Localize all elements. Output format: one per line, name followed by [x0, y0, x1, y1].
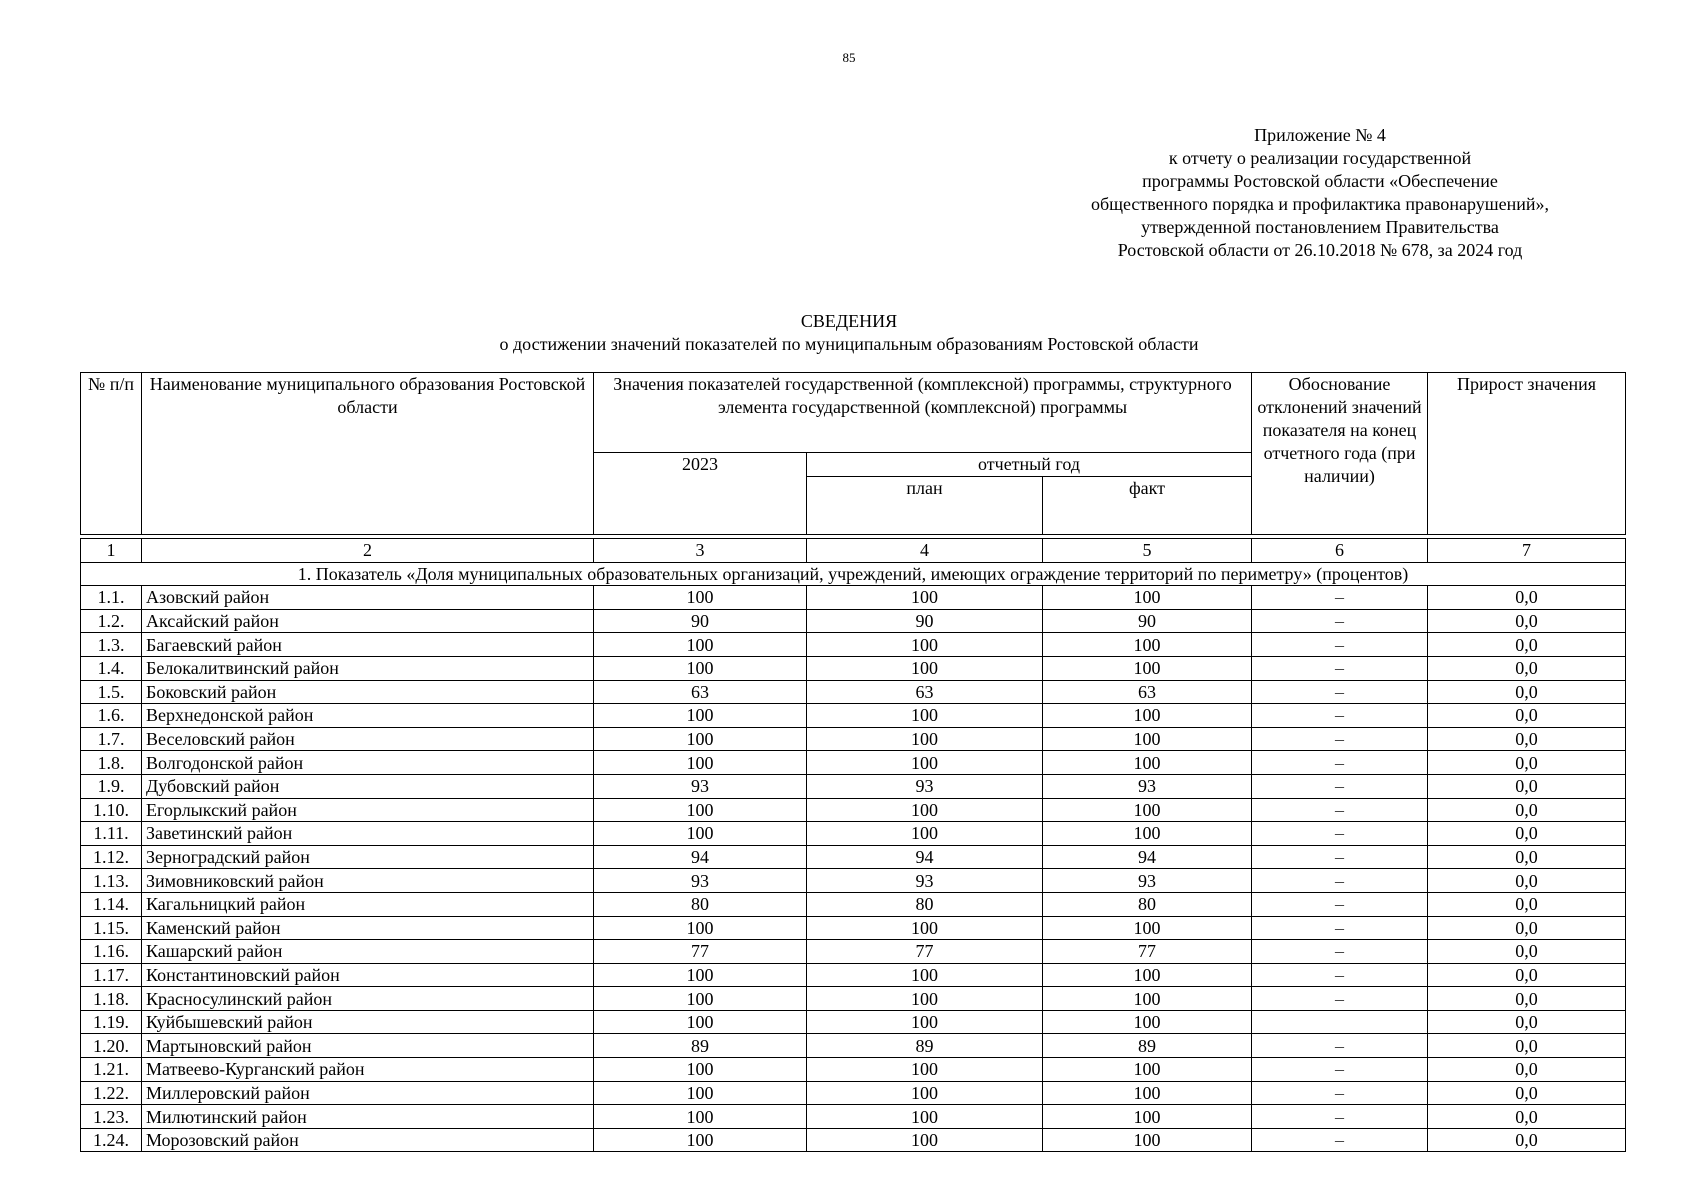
value-fact: 100: [1043, 1010, 1252, 1034]
value-2023: 100: [594, 916, 807, 940]
deviation-justification: –: [1252, 656, 1428, 680]
deviation-justification: –: [1252, 1105, 1428, 1129]
appendix-line: программы Ростовской области «Обеспечение: [1142, 171, 1498, 191]
value-plan: 100: [807, 586, 1043, 610]
district-name: Азовский район: [142, 586, 594, 610]
deviation-justification: –: [1252, 845, 1428, 869]
table-row: [81, 940, 1626, 964]
row-number: 1.4.: [81, 656, 142, 680]
value-growth: 0,0: [1428, 656, 1626, 680]
column-number: 2: [142, 539, 594, 563]
value-2023: 100: [594, 751, 807, 775]
header-year-prev: 2023: [594, 453, 807, 535]
value-growth: 0,0: [1428, 916, 1626, 940]
table-row: [81, 987, 1626, 1011]
value-2023: 100: [594, 727, 807, 751]
section-row: [81, 562, 1626, 586]
deviation-justification: –: [1252, 774, 1428, 798]
deviation-justification: –: [1252, 727, 1428, 751]
value-plan: 100: [807, 1105, 1043, 1129]
table-row: [81, 1058, 1626, 1082]
value-plan: 93: [807, 869, 1043, 893]
row-number: 1.5.: [81, 680, 142, 704]
value-2023: 90: [594, 609, 807, 633]
value-fact: 93: [1043, 774, 1252, 798]
deviation-justification: –: [1252, 869, 1428, 893]
value-fact: 100: [1043, 586, 1252, 610]
value-fact: 100: [1043, 1081, 1252, 1105]
table-row: [81, 1010, 1626, 1034]
value-2023: 89: [594, 1034, 807, 1058]
table-row: [81, 892, 1626, 916]
district-name: Аксайский район: [142, 609, 594, 633]
deviation-justification: –: [1252, 704, 1428, 728]
table-header: [80, 372, 1626, 535]
table-row: [81, 656, 1626, 680]
row-number: 1.1.: [81, 586, 142, 610]
district-name: Куйбышевский район: [142, 1010, 594, 1034]
value-fact: 100: [1043, 656, 1252, 680]
row-number: 1.12.: [81, 845, 142, 869]
value-plan: 100: [807, 751, 1043, 775]
column-number: 1: [81, 539, 142, 563]
value-plan: 93: [807, 774, 1043, 798]
row-number: 1.19.: [81, 1010, 142, 1034]
value-2023: 100: [594, 1010, 807, 1034]
district-name: Волгодонской район: [142, 751, 594, 775]
table-body: [81, 539, 1626, 1152]
value-plan: 100: [807, 656, 1043, 680]
value-fact: 100: [1043, 822, 1252, 846]
table-row: [81, 586, 1626, 610]
value-growth: 0,0: [1428, 987, 1626, 1011]
district-name: Кагальницкий район: [142, 892, 594, 916]
value-2023: 100: [594, 987, 807, 1011]
deviation-justification: –: [1252, 633, 1428, 657]
deviation-justification: –: [1252, 822, 1428, 846]
header-values-group: Значения показателей государственной (комплексной) программы, структурного элемента государственной (комплексной) программы: [594, 373, 1252, 453]
value-2023: 100: [594, 1128, 807, 1152]
table-row: [81, 751, 1626, 775]
value-growth: 0,0: [1428, 845, 1626, 869]
page-number: 85: [842, 50, 856, 65]
value-fact: 90: [1043, 609, 1252, 633]
value-fact: 100: [1043, 704, 1252, 728]
value-2023: 93: [594, 774, 807, 798]
table-row: [81, 869, 1626, 893]
deviation-justification: –: [1252, 916, 1428, 940]
district-name: Егорлыкский район: [142, 798, 594, 822]
value-plan: 89: [807, 1034, 1043, 1058]
value-2023: 100: [594, 704, 807, 728]
row-number: 1.22.: [81, 1081, 142, 1105]
value-2023: 100: [594, 963, 807, 987]
value-2023: 100: [594, 1081, 807, 1105]
district-name: Дубовский район: [142, 774, 594, 798]
value-growth: 0,0: [1428, 1128, 1626, 1152]
value-fact: 89: [1043, 1034, 1252, 1058]
value-plan: 100: [807, 633, 1043, 657]
value-plan: 100: [807, 798, 1043, 822]
value-2023: 100: [594, 1058, 807, 1082]
deviation-justification: –: [1252, 586, 1428, 610]
value-fact: 77: [1043, 940, 1252, 964]
deviation-justification: –: [1252, 892, 1428, 916]
row-number: 1.6.: [81, 704, 142, 728]
value-growth: 0,0: [1428, 1105, 1626, 1129]
appendix-line: Приложение № 4: [1254, 125, 1386, 145]
value-growth: 0,0: [1428, 1034, 1626, 1058]
table-row: [81, 1034, 1626, 1058]
appendix-note: [1090, 124, 1550, 262]
value-growth: 0,0: [1428, 727, 1626, 751]
value-plan: 80: [807, 892, 1043, 916]
deviation-justification: –: [1252, 1058, 1428, 1082]
district-name: Боковский район: [142, 680, 594, 704]
header-report-year: отчетный год: [807, 453, 1252, 477]
deviation-justification: [1252, 1010, 1428, 1034]
value-plan: 100: [807, 1128, 1043, 1152]
table-row: [81, 633, 1626, 657]
appendix-line: общественного порядка и профилактика правонарушений»,: [1090, 194, 1550, 214]
row-number: 1.20.: [81, 1034, 142, 1058]
value-fact: 63: [1043, 680, 1252, 704]
deviation-justification: –: [1252, 609, 1428, 633]
row-number: 1.15.: [81, 916, 142, 940]
value-2023: 100: [594, 798, 807, 822]
value-growth: 0,0: [1428, 1058, 1626, 1082]
district-name: Заветинский район: [142, 822, 594, 846]
row-number: 1.16.: [81, 940, 142, 964]
district-name: Зимовниковский район: [142, 869, 594, 893]
column-number: 3: [594, 539, 807, 563]
value-plan: 100: [807, 727, 1043, 751]
column-number: 6: [1252, 539, 1428, 563]
value-growth: 0,0: [1428, 892, 1626, 916]
value-2023: 100: [594, 1105, 807, 1129]
value-growth: 0,0: [1428, 940, 1626, 964]
value-growth: 0,0: [1428, 680, 1626, 704]
value-growth: 0,0: [1428, 609, 1626, 633]
value-growth: 0,0: [1428, 822, 1626, 846]
row-number: 1.14.: [81, 892, 142, 916]
value-plan: 100: [807, 916, 1043, 940]
header-fact: факт: [1043, 477, 1252, 535]
header-plan: план: [807, 477, 1043, 535]
column-number: 7: [1428, 539, 1626, 563]
district-name: Белокалитвинский район: [142, 656, 594, 680]
value-2023: 94: [594, 845, 807, 869]
deviation-justification: –: [1252, 680, 1428, 704]
appendix-line: к отчету о реализации государственной: [1168, 148, 1472, 168]
district-name: Константиновский район: [142, 963, 594, 987]
district-name: Каменский район: [142, 916, 594, 940]
deviation-justification: –: [1252, 987, 1428, 1011]
value-fact: 100: [1043, 1128, 1252, 1152]
table-row: [81, 1081, 1626, 1105]
value-plan: 100: [807, 1081, 1043, 1105]
document-subtitle: о достижении значений показателей по муниципальным образованиям Ростовской области: [499, 334, 1199, 354]
row-number: 1.8.: [81, 751, 142, 775]
value-growth: 0,0: [1428, 1010, 1626, 1034]
value-2023: 63: [594, 680, 807, 704]
district-name: Красносулинский район: [142, 987, 594, 1011]
value-2023: 80: [594, 892, 807, 916]
district-name: Веселовский район: [142, 727, 594, 751]
value-fact: 100: [1043, 633, 1252, 657]
value-2023: 100: [594, 633, 807, 657]
deviation-justification: –: [1252, 798, 1428, 822]
value-fact: 100: [1043, 798, 1252, 822]
row-number: 1.11.: [81, 822, 142, 846]
value-fact: 93: [1043, 869, 1252, 893]
value-plan: 63: [807, 680, 1043, 704]
district-name: Мартыновский район: [142, 1034, 594, 1058]
row-number: 1.17.: [81, 963, 142, 987]
deviation-justification: –: [1252, 1081, 1428, 1105]
header-growth: Прирост значения: [1428, 373, 1626, 535]
value-growth: 0,0: [1428, 704, 1626, 728]
value-plan: 100: [807, 1058, 1043, 1082]
row-number: 1.7.: [81, 727, 142, 751]
deviation-justification: –: [1252, 751, 1428, 775]
table-row: [81, 1105, 1626, 1129]
appendix-line: утвержденной постановлением Правительства: [1141, 217, 1499, 237]
value-2023: 100: [594, 822, 807, 846]
value-growth: 0,0: [1428, 633, 1626, 657]
row-number: 1.24.: [81, 1128, 142, 1152]
value-growth: 0,0: [1428, 798, 1626, 822]
district-name: Миллеровский район: [142, 1081, 594, 1105]
value-plan: 77: [807, 940, 1043, 964]
value-growth: 0,0: [1428, 586, 1626, 610]
value-2023: 93: [594, 869, 807, 893]
district-name: Верхнедонской район: [142, 704, 594, 728]
value-growth: 0,0: [1428, 869, 1626, 893]
row-number: 1.10.: [81, 798, 142, 822]
row-number: 1.21.: [81, 1058, 142, 1082]
district-name: Матвеево-Курганский район: [142, 1058, 594, 1082]
table-row: [81, 609, 1626, 633]
row-number: 1.9.: [81, 774, 142, 798]
value-plan: 100: [807, 1010, 1043, 1034]
district-name: Морозовский район: [142, 1128, 594, 1152]
value-fact: 100: [1043, 1058, 1252, 1082]
district-name: Кашарский район: [142, 940, 594, 964]
row-number: 1.23.: [81, 1105, 142, 1129]
value-growth: 0,0: [1428, 774, 1626, 798]
district-name: Багаевский район: [142, 633, 594, 657]
deviation-justification: –: [1252, 1034, 1428, 1058]
header-justification: Обоснование отклонений значений показателя на конец отчетного года (при наличии): [1252, 373, 1428, 535]
value-plan: 94: [807, 845, 1043, 869]
data-table: [80, 538, 1626, 1152]
table-row: [81, 798, 1626, 822]
row-number: 1.18.: [81, 987, 142, 1011]
deviation-justification: –: [1252, 1128, 1428, 1152]
table-row: [81, 774, 1626, 798]
value-2023: 77: [594, 940, 807, 964]
table-row: [81, 680, 1626, 704]
row-number: 1.2.: [81, 609, 142, 633]
value-2023: 100: [594, 586, 807, 610]
document-title: СВЕДЕНИЯ: [800, 311, 898, 331]
column-number: 5: [1043, 539, 1252, 563]
value-plan: 100: [807, 822, 1043, 846]
value-fact: 100: [1043, 1105, 1252, 1129]
value-growth: 0,0: [1428, 963, 1626, 987]
value-2023: 100: [594, 656, 807, 680]
district-name: Зерноградский район: [142, 845, 594, 869]
value-plan: 100: [807, 987, 1043, 1011]
value-plan: 90: [807, 609, 1043, 633]
column-number: 4: [807, 539, 1043, 563]
table-row: [81, 1128, 1626, 1152]
value-fact: 100: [1043, 727, 1252, 751]
value-plan: 100: [807, 704, 1043, 728]
appendix-line: Ростовской области от 26.10.2018 № 678, за 2024 год: [1117, 240, 1523, 260]
table-row: [81, 916, 1626, 940]
value-fact: 100: [1043, 916, 1252, 940]
value-fact: 100: [1043, 963, 1252, 987]
row-number: 1.3.: [81, 633, 142, 657]
value-fact: 100: [1043, 751, 1252, 775]
value-plan: 100: [807, 963, 1043, 987]
table-row: [81, 704, 1626, 728]
table-row: [81, 727, 1626, 751]
table-row: [81, 822, 1626, 846]
header-num: № п/п: [81, 373, 142, 535]
table-row: [81, 845, 1626, 869]
deviation-justification: –: [1252, 940, 1428, 964]
table-row: [81, 963, 1626, 987]
value-growth: 0,0: [1428, 751, 1626, 775]
value-growth: 0,0: [1428, 1081, 1626, 1105]
value-fact: 100: [1043, 987, 1252, 1011]
header-name: Наименование муниципального образования Ростовской области: [142, 373, 594, 535]
column-numbers-row: [81, 539, 1626, 563]
deviation-justification: –: [1252, 963, 1428, 987]
row-number: 1.13.: [81, 869, 142, 893]
value-fact: 94: [1043, 845, 1252, 869]
value-fact: 80: [1043, 892, 1252, 916]
district-name: Милютинский район: [142, 1105, 594, 1129]
section-title: 1. Показатель «Доля муниципальных образовательных организаций, учреждений, имеющих ограждение территорий по периметру» (процентов): [81, 562, 1626, 586]
